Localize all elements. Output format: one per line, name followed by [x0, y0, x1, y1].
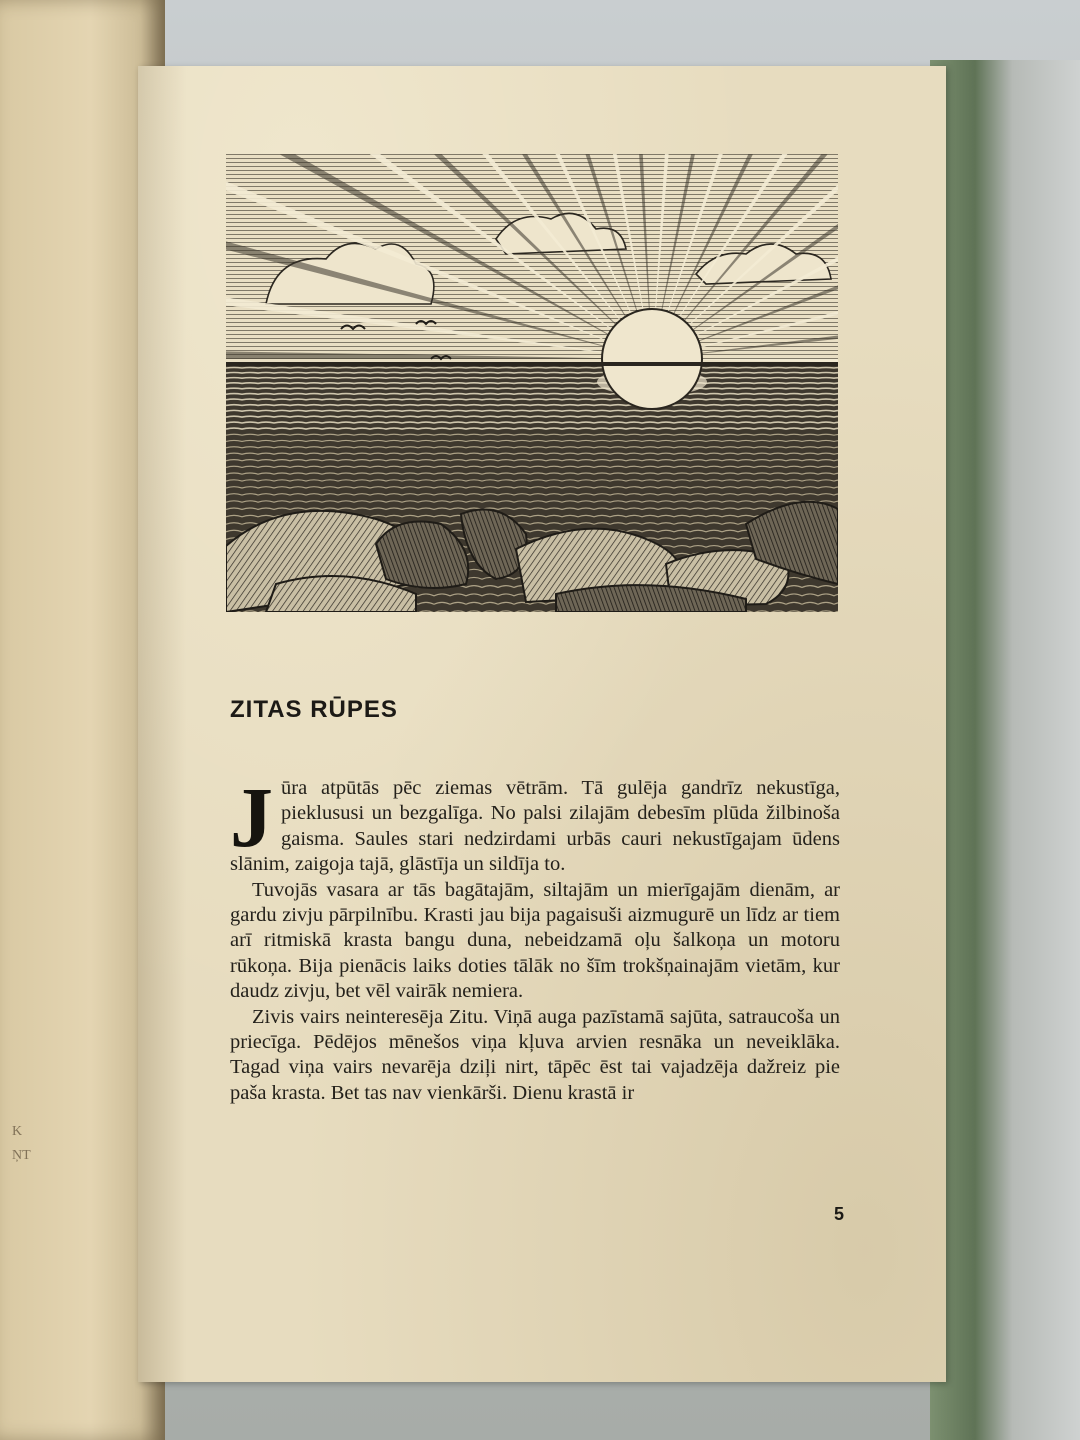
page-number: 5 [834, 1204, 845, 1224]
paragraph: Tuvojās vasara ar tās bagātajām, siltajām un mierīgajām dienām, ar gardu zivju pārpilnību. Krasti jau bija pagaisuši aizmugurē un līdz ar tiem arī ritmiskā krasta bangu duna, nebeidzamā oļu šalkoņa un motoru rūkoņa. Bija pienācis laiks doties tālāk no šīm trokšņainajām vietām, kur daudz zivju, bet vēl vairāk nemiera. [230, 878, 840, 1003]
sky [226, 154, 838, 372]
chapter-body [230, 769, 840, 1106]
left-page-mark: K [12, 1124, 23, 1139]
book-cover-edge [930, 60, 1080, 1440]
right-page [138, 66, 946, 1382]
left-page-mark: ŅT [12, 1148, 31, 1163]
left-page-marks [12, 1120, 31, 1168]
chapter-title: ZITAS RŪPES [230, 696, 398, 723]
sunset-sea-illustration [226, 154, 838, 612]
paragraph [230, 769, 840, 878]
paragraph: Zivis vairs neinteresēja Zitu. Viņā auga pazīstamā sajūta, satraucoša un priecīga. Pēdējos mēnešos viņa kļuva arvien resnāka un neveiklāka. Tagad viņa vairs nevarēja dziļi nirt, tāpēc ēst tai vajadzēja dažreiz pie paša krasta. Bet tas nav vienkārši. Dienu krastā ir [230, 1005, 840, 1104]
drop-cap: J [230, 769, 273, 865]
paragraph-text: ūra atpūtās pēc ziemas vētrām. Tā gulēja gandrīz nekustīga, pieklususi un bezgalīga. No palsi zilajām debesīm plūda žilbinoša gaisma. Saules stari nedzirdami urbās cauri nekustīgajam ūdens slānim, zaigoja tajā, glāstīja un sildīja to. [230, 777, 840, 876]
horizon-line [226, 362, 838, 366]
sun [602, 309, 702, 409]
